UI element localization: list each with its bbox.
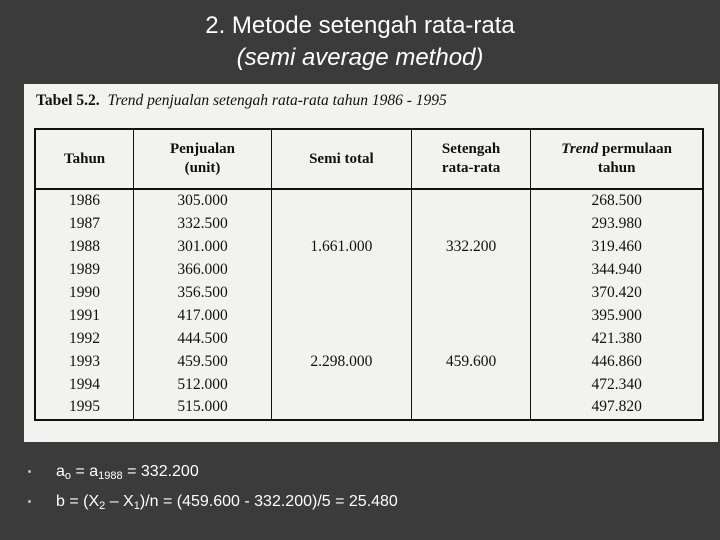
cell-trend: 293.980 bbox=[591, 215, 642, 233]
table-row bbox=[35, 396, 703, 420]
cell-trend: 370.420 bbox=[591, 284, 642, 301]
cell-tahun: 1992 bbox=[35, 327, 134, 350]
cell-penjualan: 459.500 bbox=[134, 350, 272, 373]
title-line-1: 2. Metode setengah rata-rata bbox=[205, 12, 515, 39]
cell-tahun: 1993 bbox=[35, 350, 134, 373]
scanned-table-image bbox=[24, 84, 718, 442]
cell-setengah bbox=[411, 304, 530, 327]
cell-setengah bbox=[411, 373, 530, 396]
cell-tahun: 1995 bbox=[35, 396, 134, 420]
cell-penjualan: 356.500 bbox=[134, 282, 272, 305]
cell-tahun: 1987 bbox=[35, 213, 134, 236]
cell-penjualan: 301.000 bbox=[134, 236, 272, 259]
cell-semi-total bbox=[271, 304, 411, 327]
table-row bbox=[35, 236, 703, 259]
cell-trend: 497.820 bbox=[591, 398, 642, 416]
table-row bbox=[35, 373, 703, 396]
cell-semi-total bbox=[271, 373, 411, 396]
cell-trend: 344.940 bbox=[591, 261, 642, 279]
cell-trend: 472.340 bbox=[591, 375, 642, 393]
table-row bbox=[35, 189, 703, 213]
cell-trend: 446.860 bbox=[591, 352, 642, 370]
table-row bbox=[35, 282, 703, 305]
formula-a0: $a_o = a_{1988} = 332.200$ bbox=[28, 458, 398, 488]
cell-setengah: 459.600 bbox=[411, 350, 530, 373]
cell-tahun: 1991 bbox=[35, 304, 134, 327]
table-header-row bbox=[35, 129, 703, 189]
cell-setengah bbox=[411, 213, 530, 236]
cell-setengah bbox=[411, 282, 530, 305]
cell-semi-total bbox=[271, 282, 411, 305]
formula-b: $b = (X_2 - X_1)/n = (459.600 - 332.200)/5 = 25.480$ bbox=[28, 488, 398, 518]
cell-trend: 421.380 bbox=[591, 329, 642, 347]
table-row bbox=[35, 304, 703, 327]
cell-penjualan: 366.000 bbox=[134, 259, 272, 282]
cell-penjualan: 515.000 bbox=[134, 396, 272, 420]
caption-text: Trend penjualan setengah rata-rata tahun 1986 - 1995 bbox=[107, 92, 447, 109]
cell-semi-total bbox=[271, 396, 411, 420]
cell-semi-total: 2.298.000 bbox=[271, 350, 411, 373]
cell-semi-total: 1.661.000 bbox=[271, 236, 411, 259]
cell-tahun: 1994 bbox=[35, 373, 134, 396]
header-tahun: Tahun bbox=[35, 129, 134, 189]
cell-trend: 268.500 bbox=[591, 192, 642, 210]
table-caption bbox=[36, 92, 447, 110]
cell-penjualan: 332.500 bbox=[134, 213, 272, 236]
cell-semi-total bbox=[271, 259, 411, 282]
cell-trend: 319.460 bbox=[591, 238, 642, 256]
bullet-icon bbox=[28, 470, 31, 473]
formula-list bbox=[28, 458, 398, 518]
cell-tahun: 1986 bbox=[35, 189, 134, 213]
cell-setengah bbox=[411, 327, 530, 350]
header-setengah-rata-rata: Setengah rata-rata bbox=[411, 129, 530, 189]
cell-tahun: 1990 bbox=[35, 282, 134, 305]
cell-semi-total bbox=[271, 327, 411, 350]
caption-label: Tabel 5.2. bbox=[36, 92, 100, 109]
cell-penjualan: 417.000 bbox=[134, 304, 272, 327]
cell-setengah bbox=[411, 189, 530, 213]
header-semi-total: Semi total bbox=[271, 129, 411, 189]
title-line-2: (semi average method) bbox=[236, 44, 484, 71]
slide-title bbox=[0, 10, 720, 74]
bullet-icon bbox=[28, 500, 31, 503]
header-trend-permulaan-tahun: Trend permulaan tahun bbox=[531, 129, 703, 189]
cell-penjualan: 444.500 bbox=[134, 327, 272, 350]
cell-setengah bbox=[411, 259, 530, 282]
table-row bbox=[35, 259, 703, 282]
cell-penjualan: 512.000 bbox=[134, 373, 272, 396]
cell-semi-total bbox=[271, 213, 411, 236]
cell-tahun: 1989 bbox=[35, 259, 134, 282]
cell-penjualan: 305.000 bbox=[134, 189, 272, 213]
header-penjualan: Penjualan (unit) bbox=[134, 129, 272, 189]
table-row bbox=[35, 327, 703, 350]
cell-setengah: 332.200 bbox=[411, 236, 530, 259]
sales-trend-table bbox=[34, 128, 704, 421]
cell-trend: 395.900 bbox=[591, 306, 642, 324]
table-row bbox=[35, 350, 703, 373]
cell-tahun: 1988 bbox=[35, 236, 134, 259]
cell-semi-total bbox=[271, 189, 411, 213]
cell-setengah bbox=[411, 396, 530, 420]
table-row bbox=[35, 213, 703, 236]
